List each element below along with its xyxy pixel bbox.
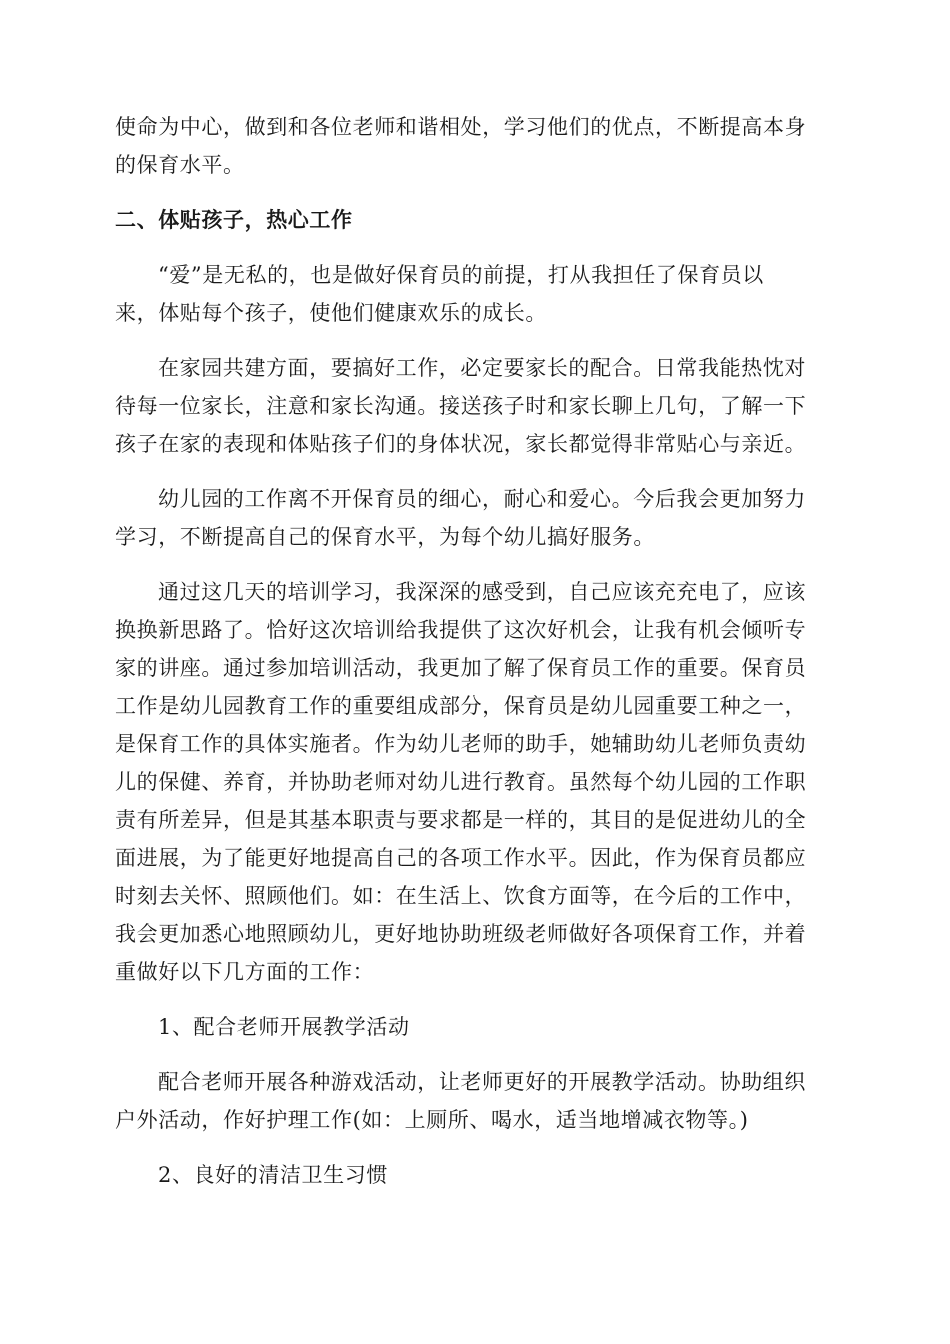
text-line: 在家园共建方面，要搞好工作，必定要家长的配合。日常我能热忱对 (158, 356, 806, 380)
document-page (115, 108, 835, 1194)
text-line: 通过这几天的培训学习，我深深的感受到，自己应该充充电了，应该 (158, 580, 806, 604)
text-line: 幼儿园的工作离不开保育员的细心，耐心和爱心。今后我会更加努力 (158, 487, 806, 511)
text-line: 儿的保健、养育，并协助老师对幼儿进行教育。虽然每个幼儿园的工作职 (115, 770, 807, 794)
text-line: 工作是幼儿园教育工作的重要组成部分，保育员是幼儿园重要工种之一， (115, 694, 807, 718)
text-line: 孩子在家的表现和体贴孩子们的身体状况，家长都觉得非常贴心与亲近。 (115, 432, 807, 456)
text-line: 时刻去关怀、照顾他们。如：在生活上、饮食方面等，在今后的工作中， (115, 884, 807, 908)
text-line: 我会更加悉心地照顾幼儿，更好地协助班级老师做好各项保育工作，并着 (115, 922, 807, 946)
text-line: 待每一位家长，注意和家长沟通。接送孩子时和家长聊上几句，了解一下 (115, 394, 807, 418)
paragraph-activities (115, 1063, 835, 1139)
paragraph-parents (115, 349, 835, 463)
text-line: 配合老师开展各种游戏活动，让老师更好的开展教学活动。协助组织 (158, 1070, 806, 1094)
text-line: 的保育水平。 (115, 153, 245, 177)
list-item-title: 2、良好的清洁卫生习惯 (158, 1163, 388, 1187)
text-line: 责有所差异，但是其基本职责与要求都是一样的，其目的是促进幼儿的全 (115, 808, 807, 832)
text-line: 家的讲座。通过参加培训活动，我更加了解了保育员工作的重要。保育员 (115, 656, 807, 680)
section-heading: 二、体贴孩子，热心工作 (115, 208, 353, 232)
text-line: 户外活动，作好护理工作(如：上厕所、喝水，适当地增减衣物等。) (115, 1108, 749, 1132)
text-line: 重做好以下几方面的工作： (115, 960, 375, 984)
text-line: 使命为中心，做到和各位老师和谐相处，学习他们的优点，不断提高本身 (115, 115, 807, 139)
text-line: 换换新思路了。恰好这次培训给我提供了这次好机会，让我有机会倾听专 (115, 618, 807, 642)
paragraph-continuation (115, 108, 835, 184)
text-line: “爱”是无私的，也是做好保育员的前提，打从我担任了保育员以 (158, 263, 764, 287)
paragraph-training (115, 573, 835, 991)
paragraph-love (115, 256, 835, 332)
text-line: 学习，不断提高自己的保育水平，为每个幼儿搞好服务。 (115, 525, 655, 549)
text-line: 来，体贴每个孩子，使他们健康欢乐的成长。 (115, 301, 547, 325)
list-item-title: 1、配合老师开展教学活动 (158, 1015, 410, 1039)
paragraph-kindergarten (115, 480, 835, 556)
text-line: 面进展，为了能更好地提高自己的各项工作水平。因此，作为保育员都应 (115, 846, 807, 870)
text-line: 是保育工作的具体实施者。作为幼儿老师的助手，她辅助幼儿老师负责幼 (115, 732, 807, 756)
